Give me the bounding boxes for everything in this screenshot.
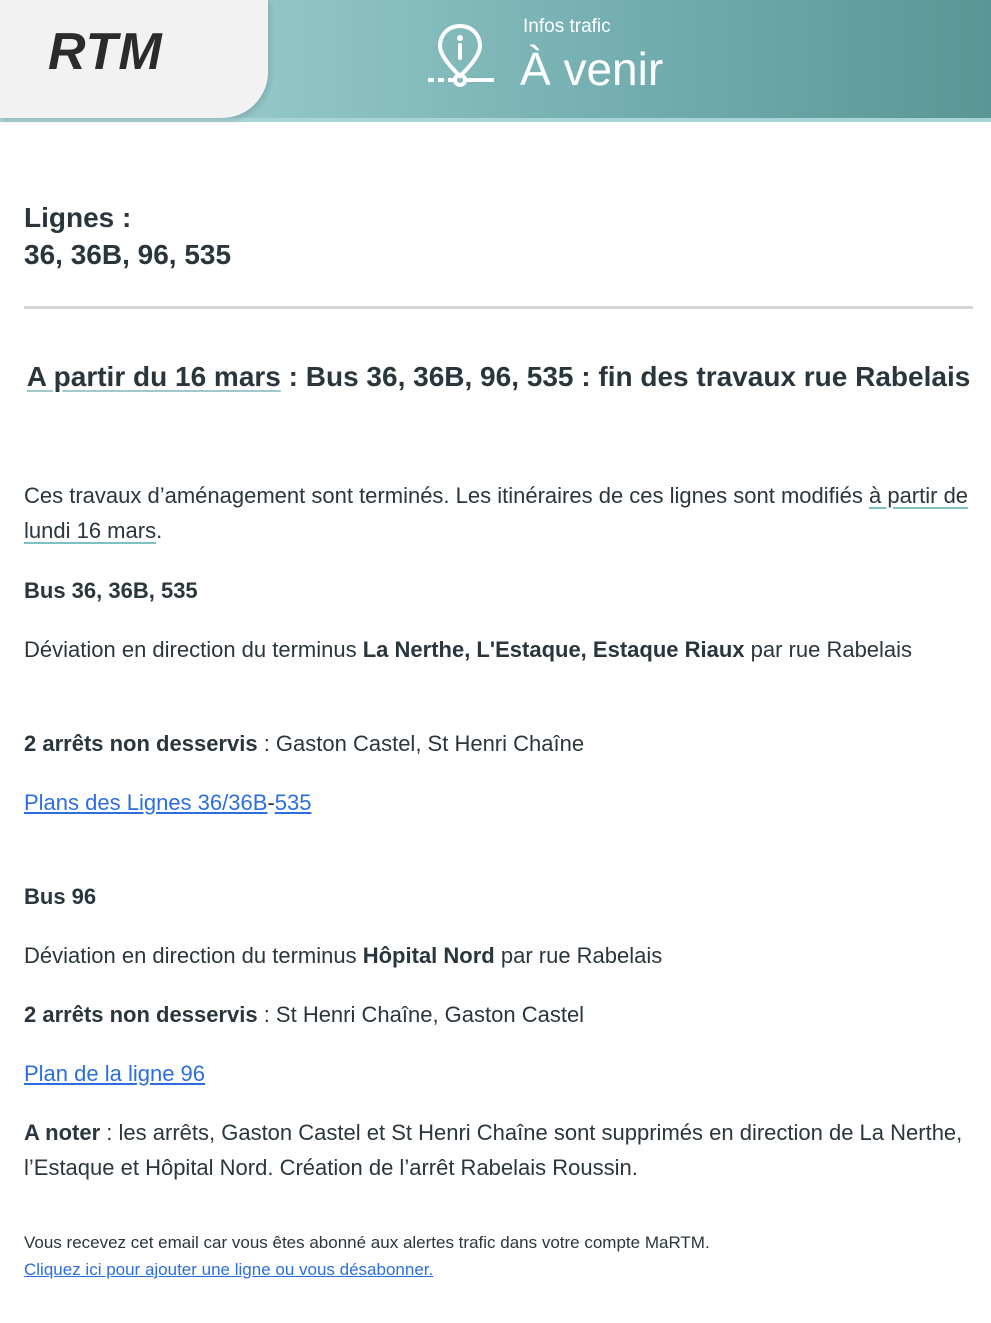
page-title [24, 358, 973, 395]
section1-stops-list: : Gaston Castel, St Henri Chaîne [257, 731, 585, 756]
headline-rest: : Bus 36, 36B, 96, 535 : fin des travaux rue Rabelais [280, 361, 971, 392]
section1-stops-label: 2 arrêts non desservis [24, 731, 258, 756]
intro-paragraph [24, 478, 973, 548]
section1-stops [24, 726, 973, 761]
intro-date-link[interactable]: à partir de lundi 16 mars [24, 483, 969, 543]
section2-title-text: Bus 96 [24, 884, 97, 909]
section2-deviation [24, 938, 973, 973]
unsubscribe-link[interactable]: Cliquez ici pour ajouter une ligne ou vous désabonner. [24, 1260, 434, 1279]
note-label: A noter [24, 1120, 101, 1145]
section2-stops-list: : St Henri Chaîne, Gaston Castel [257, 1002, 585, 1027]
section1-deviation-terminus: La Nerthe, L'Estaque, Estaque Riaux [362, 637, 745, 662]
banner-title: À venir [520, 43, 664, 95]
plan-link-535[interactable]: 535 [274, 790, 312, 815]
section1-deviation-suffix: par rue Rabelais [744, 637, 913, 662]
lines-label: Lignes : [24, 202, 132, 233]
note-paragraph [24, 1115, 973, 1185]
section1-title-text: Bus 36, 36B, 535 [24, 578, 198, 603]
section2-plan [24, 1056, 973, 1091]
plan-link-36-36b[interactable]: Plans des Lignes 36/36B [24, 790, 268, 815]
headline-date[interactable]: A partir du 16 mars [26, 361, 281, 392]
plan-separator: - [267, 790, 275, 815]
intro-text: Ces travaux d’aménagement sont terminés. Les itinéraires de ces lignes sont modifiés [24, 483, 869, 508]
logo-tab [0, 0, 268, 118]
section1-deviation [24, 632, 973, 667]
footer-text: Vous recevez cet email car vous êtes abonné aux alertes trafic dans votre compte MaRTM. [24, 1233, 710, 1252]
rtm-logo[interactable]: RTM [48, 23, 163, 81]
lines-value: 36, 36B, 96, 535 [24, 239, 232, 270]
section1-title [24, 573, 973, 608]
map-pin-route-icon [424, 22, 496, 92]
banner-subtitle: Infos trafic [523, 16, 611, 37]
plan-link-96[interactable]: Plan de la ligne 96 [24, 1061, 206, 1086]
section2-deviation-prefix: Déviation en direction du terminus [24, 943, 363, 968]
section1-plans [24, 785, 973, 820]
divider [24, 306, 973, 309]
lines-heading [24, 199, 231, 273]
section2-stops [24, 997, 973, 1032]
header-banner [0, 0, 991, 122]
section2-stops-label: 2 arrêts non desservis [24, 1002, 258, 1027]
intro-end: . [156, 518, 163, 543]
section2-deviation-terminus: Hôpital Nord [362, 943, 495, 968]
footer [24, 1229, 973, 1283]
section1-deviation-prefix: Déviation en direction du terminus [24, 637, 363, 662]
section2-title [24, 879, 973, 914]
note-text: : les arrêts, Gaston Castel et St Henri Chaîne sont supprimés en direction de La Nerthe, l’Estaque et Hôpital Nord. Création de l’arrêt Rabelais Roussin. [24, 1120, 963, 1180]
section2-deviation-suffix: par rue Rabelais [494, 943, 663, 968]
